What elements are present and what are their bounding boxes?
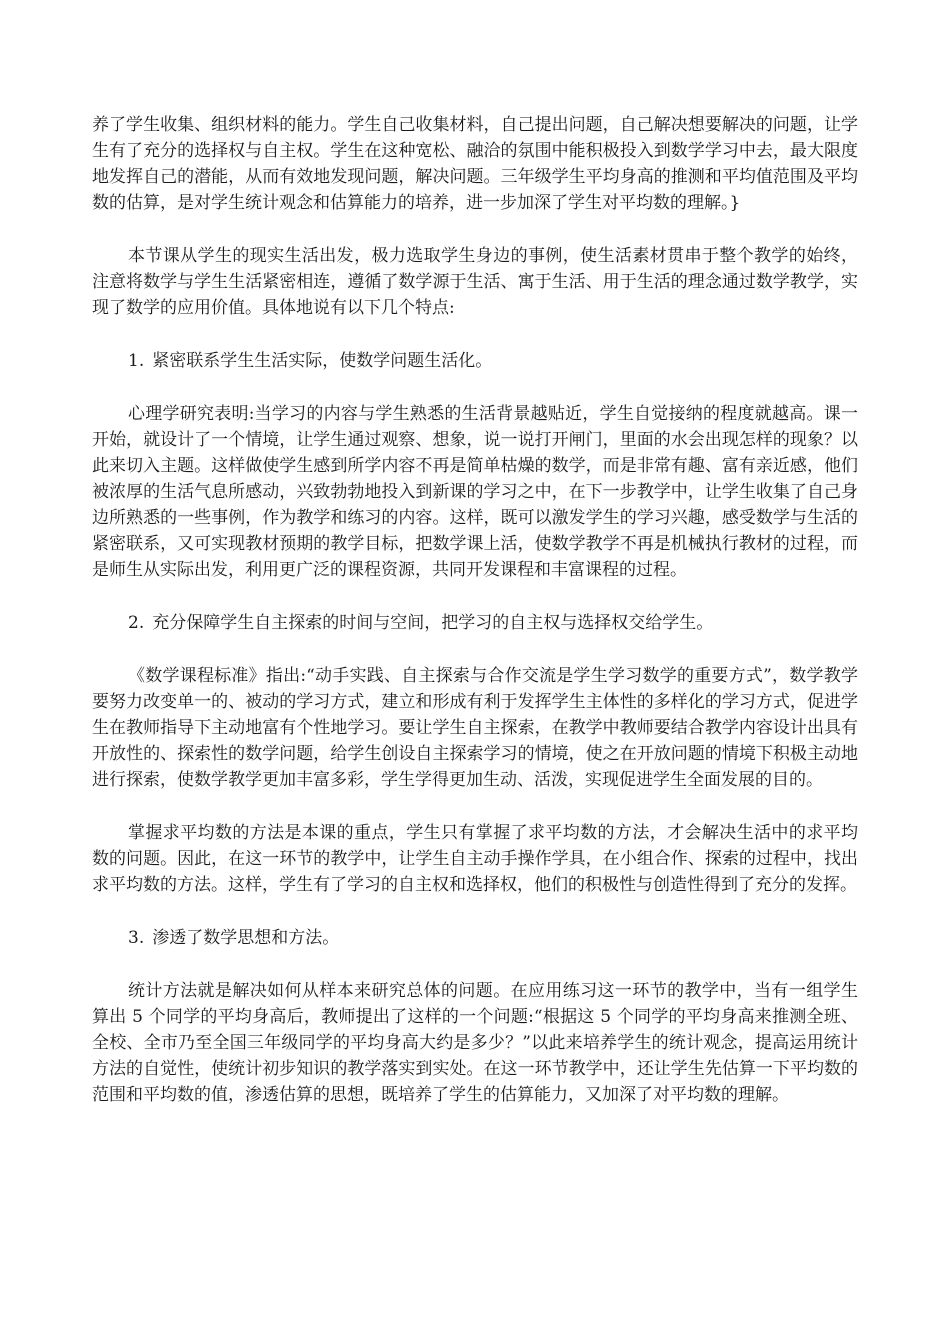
section-heading-2: [92, 610, 858, 636]
section-title: 渗透了数学思想和方法。: [152, 928, 340, 948]
section-number: 3.: [128, 928, 145, 948]
section-number: 1.: [128, 351, 145, 371]
paragraph-average-method: 掌握求平均数的方法是本课的重点，学生只有掌握了求平均数的方法，才会解决生活中的求平均数的问题。因此，在这一环节的教学中，让学生自主动手操作学具，在小组合作、探索的过程中，找出求平均数的方法。这样，学生有了学习的自主权和选择权，他们的积极性与创造性得到了充分的发挥。: [92, 823, 858, 895]
section-heading-1: [92, 348, 858, 374]
paragraph-continuation: 养了学生收集、组织材料的能力。学生自己收集材料，自己提出问题，自己解决想要解决的问题，让学生有了充分的选择权与自主权。学生在这种宽松、融洽的氛围中能积极投入到数学学习中去，最大限度地发挥自己的潜能，从而有效地发现问题，解决问题。三年级学生平均身高的推测和平均值范围及平均数的估算，是对学生统计观念和估算能力的培养，进一步加深了学生对平均数的理解。}: [92, 115, 858, 213]
document-page: [92, 112, 858, 1135]
section-number: 2.: [128, 613, 145, 633]
section-heading-3: [92, 925, 858, 951]
section-title: 紧密联系学生生活实际，使数学问题生活化。: [152, 351, 493, 371]
paragraph-statistics: 统计方法就是解决如何从样本来研究总体的问题。在应用练习这一环节的教学中，当有一组学生算出 5 个同学的平均身高后，教师提出了这样的一个问题:“根据这 5 个同学的平均身高来推测全班、全校、全市乃至全国三年级同学的平均身高大约是多少？”以此来培养学生的统计观念，提高运用统计方法的自觉性，使统计初步知识的教学落实到实处。在这一环节教学中，还让学生先估算一下平均数的范围和平均数的值，渗透估算的思想，既培养了学生的估算能力，又加深了对平均数的理解。: [92, 981, 858, 1105]
section-title: 充分保障学生自主探索的时间与空间，把学习的自主权与选择权交给学生。: [152, 613, 714, 633]
paragraph-curriculum-standard: 《数学课程标准》指出:“动手实践、自主探索与合作交流是学生学习数学的重要方式”，数学教学要努力改变单一的、被动的学习方式，建立和形成有利于发挥学生主体性的多样化的学习方式，促进学生在教师指导下主动地富有个性地学习。要让学生自主探索，在教学中教师要结合教学内容设计出具有开放性的、探索性的数学问题，给学生创设自主探索学习的情境，使之在开放问题的情境下积极主动地进行探索，使数学教学更加丰富多彩，学生学得更加生动、活泼，实现促进学生全面发展的目的。: [92, 666, 858, 790]
paragraph-psychology: 心理学研究表明:当学习的内容与学生熟悉的生活背景越贴近，学生自觉接纳的程度就越高。课一开始，就设计了一个情境，让学生通过观察、想象，说一说打开闸门，里面的水会出现怎样的现象？以此来切入主题。这样做使学生感到所学内容不再是简单枯燥的数学，而是非常有趣、富有亲近感，他们被浓厚的生活气息所感动，兴致勃勃地投入到新课的学习之中，在下一步教学中，让学生收集了自己身边所熟悉的一些事例，作为教学和练习的内容。这样，既可以激发学生的学习兴趣，感受数学与生活的紧密联系，又可实现教材预期的教学目标，把数学课上活，使数学教学不再是机械执行教材的过程，而是师生从实际出发，利用更广泛的课程资源，共同开发课程和丰富课程的过程。: [92, 404, 858, 580]
paragraph-intro: 本节课从学生的现实生活出发，极力选取学生身边的事例，使生活素材贯串于整个教学的始终，注意将数学与学生生活紧密相连，遵循了数学源于生活、寓于生活、用于生活的理念通过数学教学，实现了数学的应用价值。具体地说有以下几个特点:: [92, 246, 858, 318]
